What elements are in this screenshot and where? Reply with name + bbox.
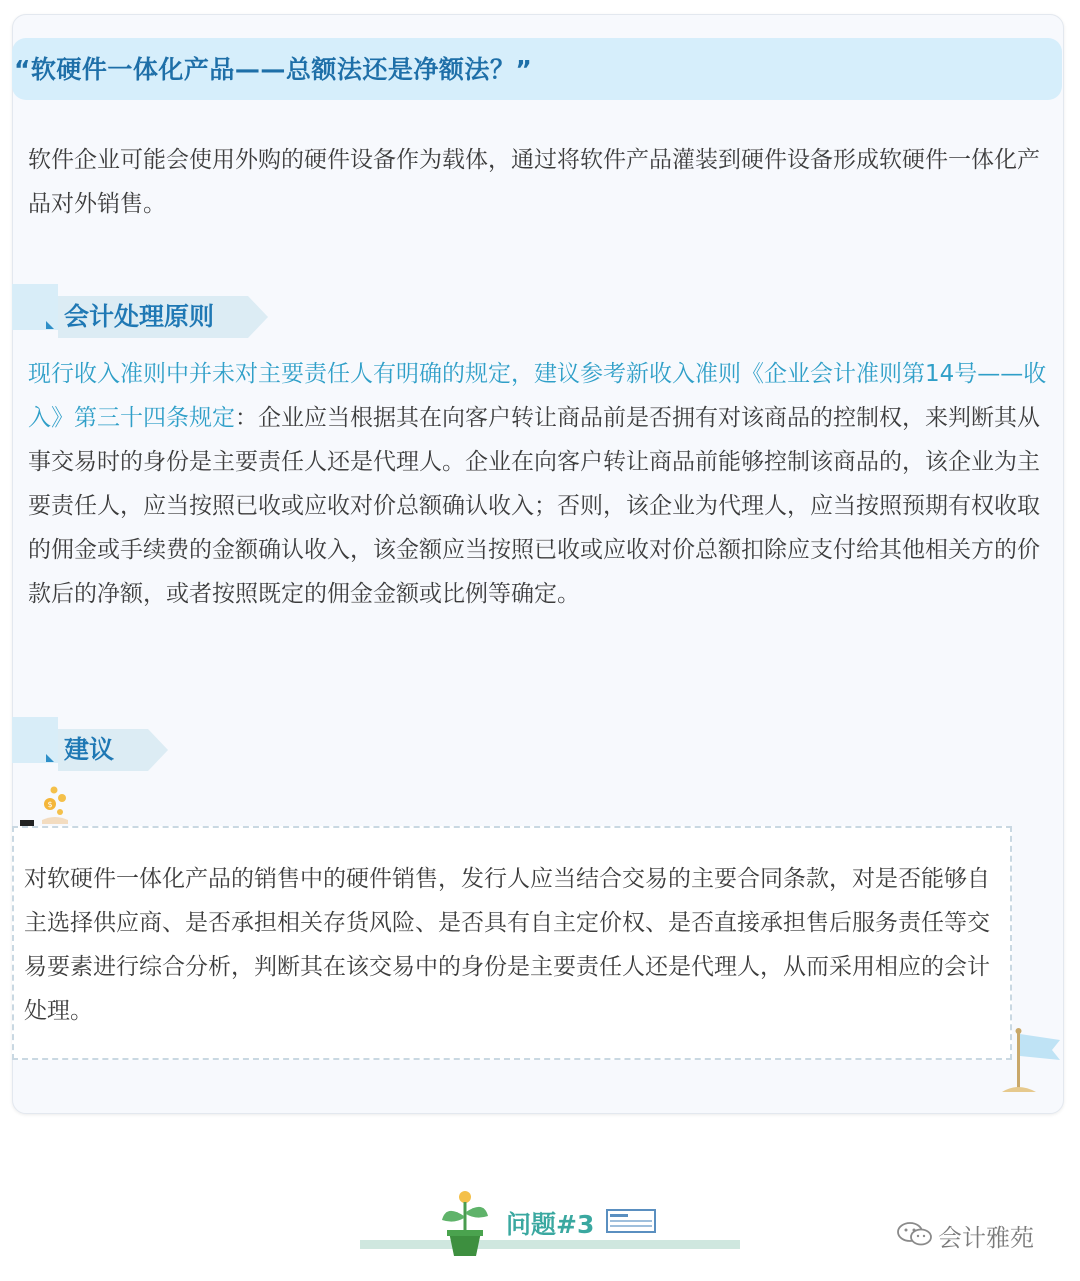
advice-paragraph: 对软硬件一体化产品的销售中的硬件销售，发行人应当结合交易的主要合同条款，对是否能够自主选择供应商、是否承担相关存货风险、是否具有自主定价权、是否直接承担售后服务责任等交易要素进行综合分析，判断其在该交易中的身份是主要责任人还是代理人，从而采用相应的会计处理。	[24, 866, 990, 1024]
principle-paragraph	[28, 352, 1050, 616]
question-label: 问题#3	[506, 1210, 595, 1239]
document-icon	[606, 1207, 656, 1235]
wechat-icon	[895, 1220, 935, 1248]
footer-divider	[360, 1240, 740, 1249]
plant-icon	[438, 1190, 492, 1258]
coins-icon	[38, 784, 72, 824]
page-title: “软硬件一体化产品——总额法还是净额法？”	[14, 55, 533, 84]
watermark-text: 会计雅苑	[938, 1224, 1034, 1252]
flag-icon	[998, 1026, 1064, 1098]
intro-paragraph: 软件企业可能会使用外购的硬件设备作为载体，通过将软件产品灌装到硬件设备形成软硬件一体化产品对外销售。	[28, 147, 1040, 217]
tab-arrow-icon	[46, 754, 54, 762]
svg-text:$: $	[47, 800, 53, 809]
tab-arrow-icon	[46, 321, 54, 329]
section-heading-principle: 会计处理原则	[58, 296, 248, 338]
principle-body: ：企业应当根据其在向客户转让商品前是否拥有对该商品的控制权，来判断其从事交易时的身份是主要责任人还是代理人。企业在向客户转让商品前能够控制该商品的，该企业为主要责任人，应当按照已收或应收对价总额确认收入；否则，该企业为代理人，应当按照预期有权收取的佣金或手续费的金额确认收入，该金额应当按照已收或应收对价总额扣除应支付给其他相关方的价款后的净额，或者按照既定的佣金金额或比例等确定。	[28, 405, 1040, 607]
principle-highlight: 现行收入准则中并未对主要责任人有明确的规定，建议参考新收入准则《企业会计准则第14号——收入》第三十四条规定	[28, 361, 1047, 431]
section-heading-advice: 建议	[58, 729, 148, 771]
